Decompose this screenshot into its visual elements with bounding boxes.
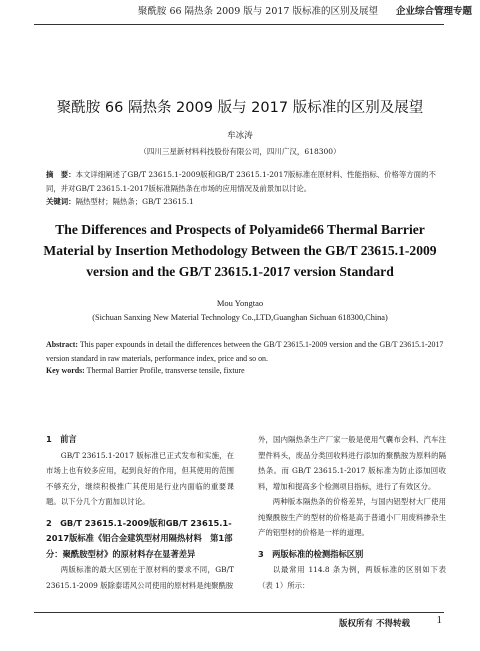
running-title: 聚酰胺 66 隔热条 2009 版与 2017 版标准的区别及展望 [137,6,378,17]
article-title-en: The Differences and Prospects of Polyamide66 Thermal Barrier Material by Insertion Methodology Between the GB/T 23615.1-2009 version and the GB/T 23615.1-2017 version Standard [43,222,437,279]
footer-divider [34,612,444,613]
abstract-en [46,338,446,365]
keywords-cn-label: 关键词： [46,197,76,206]
abstract-cn [46,168,446,195]
abstract-en-label: Abstract: [46,340,78,349]
page-number: 1 [436,614,442,626]
keywords-cn [46,196,446,207]
right-paragraph-1: 外，国内隔热条生产厂家一般是使用气囊布会料、汽车注塑件料头，废品分类回收料进行添加的聚酰胺为原料的隔热条。而 GB/T 23615.1-2017 版标准为防止添加回收料，增加和提高多个检测项目指标，进行了有效区分。 [258,435,446,491]
keywords-en-label: Key words: [46,366,85,375]
running-header [0,0,480,20]
author-en: Mou Yongtao [216,298,264,308]
column-name: 企业综合管理专题 [395,6,472,17]
affiliation-cn: （四川三星新材料科技股份有限公司，四川广汉，618300） [139,147,341,156]
section-2-heading: 2 GB/T 23615.1-2009版和GB/T 23615.1-2017版标准《铝合金建筑型材用隔热材料 第1部分：聚酰胺型材》的原材料存在显著差异 [46,517,233,559]
body-column-left [46,432,234,593]
section-3-heading: 3 两版标准的检测指标区别 [258,548,364,559]
copyright-notice: 版权所有 不得转载 [339,619,410,629]
keywords-en-text: Thermal Barrier Profile, transverse tensile, fixture [84,366,245,375]
section-1-heading: 1 前言 [46,434,77,444]
section-3-paragraph: 以最常用 114.8 条为例，两版标准的区别如下表（表 1）所示： [258,565,446,590]
article-title-cn: 聚酰胺 66 隔热条 2009 版与 2017 版标准的区别及展望 [56,100,424,116]
section-2-paragraph: 两版标准的最大区别在于原材料的要求不同，GB/T 23615.1-2009 版除泰诺风公司使用的原材料是纯聚酰胺 [46,565,234,590]
header-divider [34,24,444,25]
abstract-en-text: This paper expounds in detail the differences between the GB/T 23615.1-2009 version and the GB/T 23615.1-2017 version standard in raw materials, performance index, price and so on. [46,340,444,363]
section-1-paragraph: GB/T 23615.1-2017 版标准已正式发布和实施，在市场上也有较多应用，起到良好的作用，但其使用的范围不够充分，继续积极推广其使用是行业内面临的重要课题。以下分几个方面加以讨论。 [46,450,234,506]
right-paragraph-2: 两种版本隔热条的价格差异，与国内铝型材大厂使用纯聚酰胺生产的型材的价格是高于普通小厂用废料掺杂生产的铝型材的价格是一样的道理。 [258,497,446,537]
keywords-cn-text: 隔热型材；隔热条；GB/T 23615.1 [75,197,194,206]
abstract-cn-text: 本文详细阐述了GB/T 23615.1-2009版和GB/T 23615.1-2017版标准在原材料、性能指标、价格等方面的不同，并对GB/T 23615.1-2017版标准隔热条在市场的应用情况及前景加以讨论。 [46,170,436,193]
keywords-en [46,366,446,375]
author-cn: 牟冰涛 [227,131,253,141]
abstract-cn-label: 摘 要： [46,170,76,179]
affiliation-en: (Sichuan Sanxing New Material Technology Co.,LTD,Guanghan Sichuan 618300,China) [92,313,388,322]
body-column-right [258,432,446,593]
